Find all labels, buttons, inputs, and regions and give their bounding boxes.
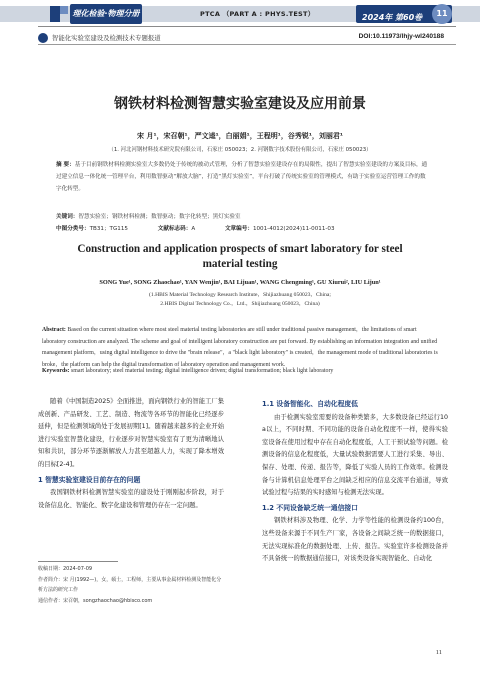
abstract-label-chinese: 摘 要：	[56, 162, 75, 168]
doc-code-value: A	[191, 226, 196, 232]
footnote-author-bio: 作者简介：宋 月(1992—)，女，硕士，工程师，主要从事金属材料检测及智能化分析方法的研究工作	[38, 576, 222, 593]
footnote-divider	[38, 561, 118, 562]
article-no-value: 1001-4012(2024)11-0011-03	[252, 226, 335, 232]
section-title: 智能化实验室建设及检测技术专题报道	[52, 34, 161, 42]
section-1-paragraph: 我国钢铁材料检测智慧实验室的建设处于刚刚起步阶段，对于设备信息化、智能化、数字化建设和管理仍存在一定问题。	[38, 489, 224, 509]
authors-english: SONG Yue¹, SONG Zhaochao¹, YAN Wenjin¹, BAI Lijuan¹, WANG Chengming¹, GU Xiurui², LIU Lijun¹	[99, 279, 381, 286]
page-number: 11	[435, 649, 442, 656]
footnote-contact: 通信作者：宋召朝，songzhaochao@hbisco.com	[38, 597, 153, 604]
clc-value: TB31；TG115	[89, 226, 128, 232]
header-divider	[38, 26, 456, 27]
keywords-english	[42, 366, 440, 378]
issue-number: 11	[432, 4, 452, 24]
affiliation-english-2: 2.HBIS Digital Technology Co.，Ltd.，Shijiazhuang 050023，China)	[160, 301, 320, 307]
heading-section-1-1: 1.1 设备智能化、自动化程度低	[262, 400, 358, 408]
keywords-text-chinese: 智慧实验室；钢铁材料检测；数智驱动；数字化转型；黑灯实验室	[78, 214, 241, 220]
clc-label: 中图分类号：	[56, 226, 90, 232]
heading-section-1: 1 智慧实验室建设目前存在的问题	[38, 475, 141, 484]
affiliation-english-1: (1.HBIS Material Technology Research Institute，Shijiazhuang 050023，China;	[149, 292, 331, 298]
section-1-1-paragraph: 由于检测实验室需要的设备种类繁多，大多数设备已经运行10 a以上，不同时期、不同功能的设备自动化程度不一样，使得实验室设备在使用过程中存在自动化程度低，人工干预试验等问题。检测设备的信息化程度低，大量试验数据需要人工进行采集、导出、保存、处理、传递、报告等，降低了实验人员的工作效率。检测设备与计算机信息处理平台之间缺乏相应的信息交流平台通道，导致试验过程与结果的实时感知与检测无法实现。	[262, 413, 448, 497]
title-english: Construction and application prospects of smart laboratory for steel material testing	[77, 243, 403, 270]
article-no-label: 文章编号：	[224, 226, 253, 232]
journal-logo: 理化检验·物理分册	[70, 4, 142, 24]
keywords-text-english: smart laboratory; steel material testing; digital intelligence driven; digital transformation; black light laboratory	[70, 368, 334, 374]
abstract-text-english: Based on the current situation where most steel material testing laboratories are still under traditional passive management，the limitations of smart laboratory construction are analyzed. The scheme and goal of intelligent laboratory construction are put forward. By establishing an information integration and unified management platform，using digital intelligence to drive the "brain release"，a "black light laboratory" is created，the management mode of traditional laboratories is broke，the platform can help the digital transformation of laboratory operation and management work.	[42, 327, 438, 368]
affiliations-chinese: （1. 河北河钢材料技术研究院有限公司，石家庄 050023；2. 河钢数字技术股份有限公司，石家庄 050023）	[108, 147, 372, 153]
footnote-received: 收稿日期：2024-07-09	[38, 566, 93, 572]
section-divider	[38, 44, 456, 45]
authors-chinese: 宋 月¹，宋召朝¹，严文逵¹，白丽娟¹，王程明¹，谷秀锐¹，刘丽君¹	[137, 132, 343, 140]
journal-name: PTCA （PART A : PHYS.TEST）	[200, 10, 315, 18]
keywords-label-english: Keywords:	[42, 368, 70, 374]
section-1-2-paragraph: 钢铁材料涉及物理、化学、力学等性能的检测设备约100台，这些设备来源于不同生产厂家，各设备之间缺乏统一的数据接口，无法实现标准化的数据处理、上传、报告。实验室许多检测设备并不具备统一的数据通信接口，对该类设备实现智能化、自动化	[262, 517, 448, 563]
classification-meta	[56, 224, 428, 232]
doi: DOI:10.11973/lhjy-wl240188	[358, 33, 444, 40]
body-column-right	[262, 396, 448, 566]
journal-logo-icon	[48, 2, 72, 26]
abstract-chinese	[56, 160, 428, 195]
doc-code-label: 文献标志码：	[157, 226, 192, 232]
abstract-label-english: Abstract:	[42, 327, 66, 333]
affiliations-english	[0, 291, 480, 309]
keywords-chinese	[56, 212, 428, 220]
issue-label: 2024年 第60卷	[356, 5, 452, 23]
title-chinese: 钢铁材料检测智慧实验室建设及应用前景	[114, 96, 366, 112]
footnote	[38, 564, 224, 606]
body-column-left	[38, 396, 224, 512]
abstract-english	[42, 325, 440, 371]
keywords-label-chinese: 关键词：	[56, 214, 79, 220]
heading-section-1-2: 1.2 不同设备缺乏统一通信接口	[262, 503, 358, 512]
section-bullet-icon	[38, 33, 48, 43]
abstract-text-chinese: 基于目前钢铁材料检测实验室大多数仍处于传统的被动式管理，分析了智慧实验室建设存在的局限性，提出了智慧实验室建设的方案及目标，通过建立信息一体化统一管理平台，利用数智驱动“解放大脑”，打造“黑灯实验室”，平台打破了传统实验室的管理模式，有助于实验室运营管理工作的数字化转型。	[56, 162, 428, 192]
intro-paragraph: 随着《中国制造2025》全面推进，面向钢铁行业的智能工厂集成创新、产品研发、工艺、制造、物流等各环节的智能化已经逐步延伸，但是检测领域尚处于发展初期[1]。随着越来越多的企业开始进行实验室智慧化建设，行业逐步对智慧实验室有了更为清晰地认知和共识，部分环节逐渐解放人力甚至超越人力，实现了降本增效的目标[2-4]。	[38, 398, 224, 468]
running-header	[0, 0, 480, 58]
